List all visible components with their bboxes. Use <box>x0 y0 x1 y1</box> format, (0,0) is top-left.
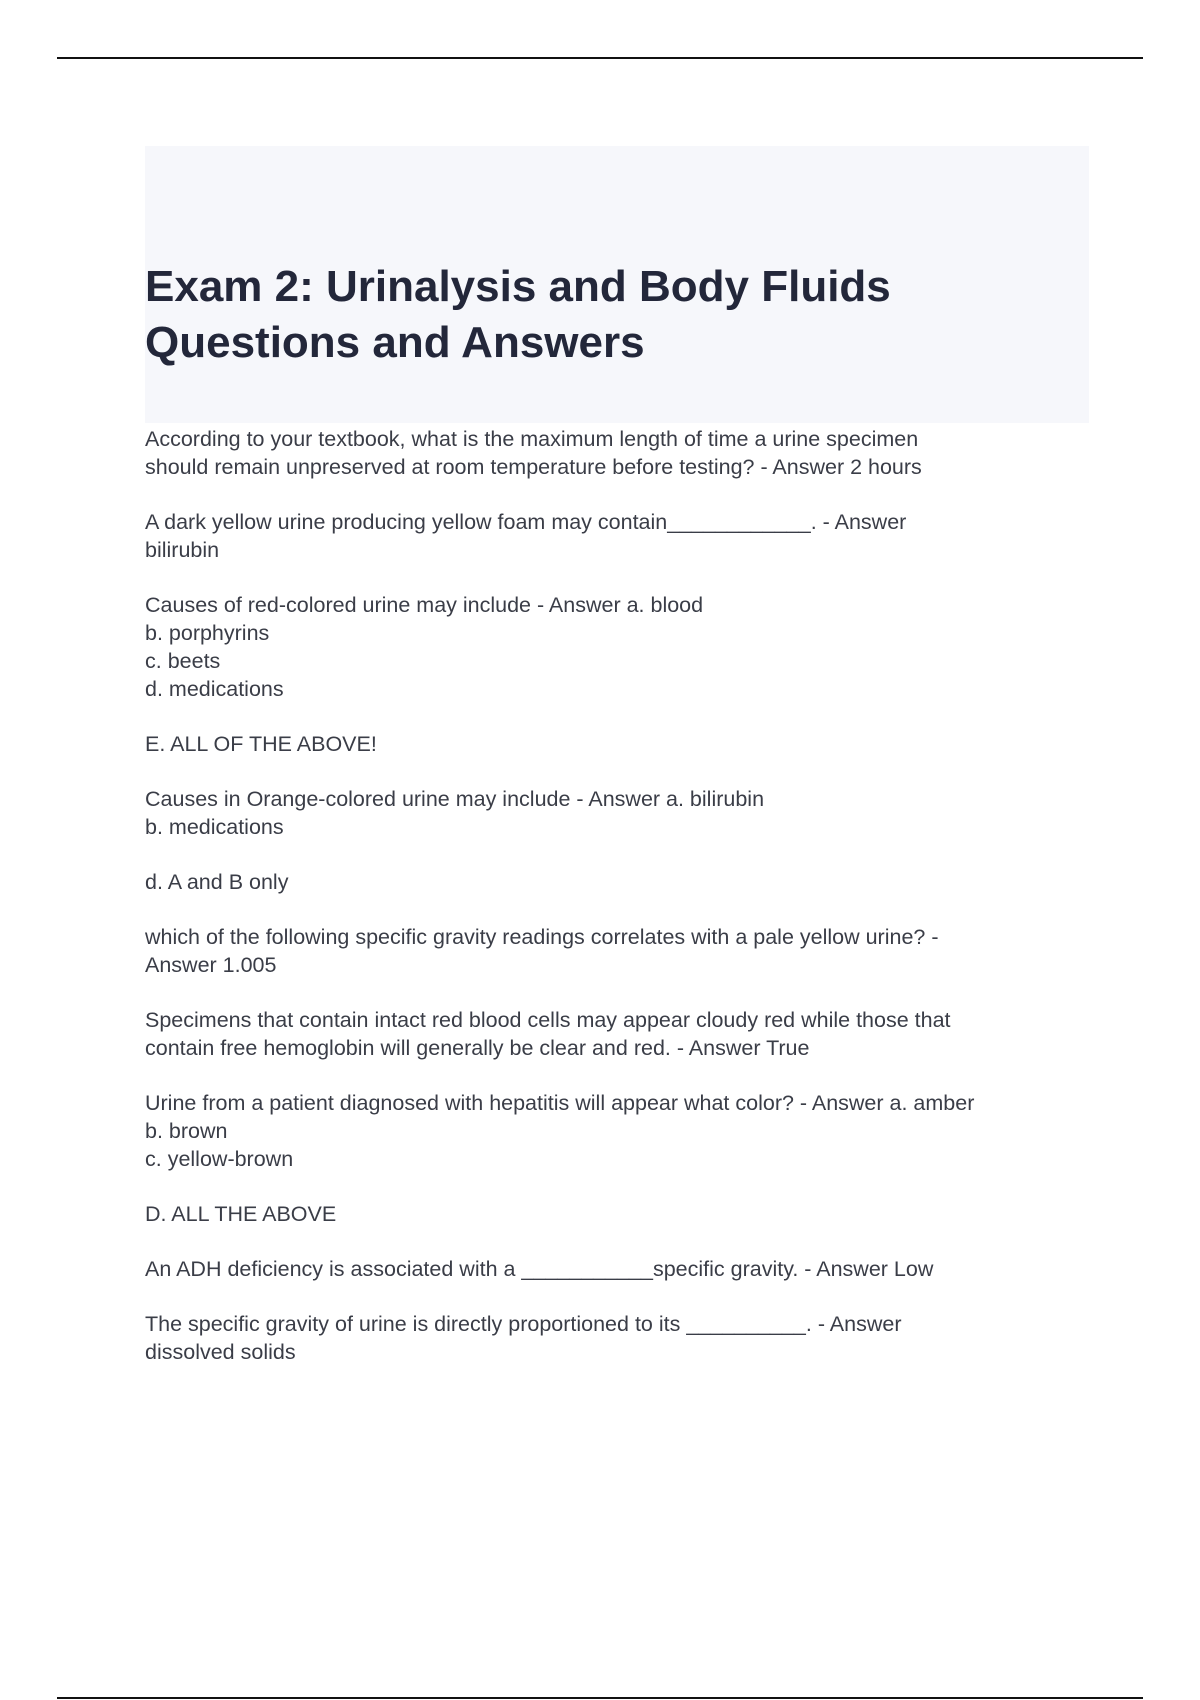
text-line: b. brown <box>145 1119 228 1143</box>
qa-content <box>145 425 1105 1393</box>
qa-paragraph <box>145 730 1105 758</box>
qa-paragraph <box>145 1255 1105 1283</box>
text-line: which of the following specific gravity readings correlates with a pale yellow urine? - <box>145 925 939 949</box>
bottom-divider <box>57 1697 1143 1699</box>
text-line: A dark yellow urine producing yellow foam may contain____________. - Answer <box>145 510 907 534</box>
qa-paragraph <box>145 508 1105 564</box>
top-divider <box>57 57 1143 59</box>
qa-paragraph <box>145 868 1105 896</box>
text-line: Specimens that contain intact red blood cells may appear cloudy red while those that <box>145 1008 951 1032</box>
text-line: According to your textbook, what is the maximum length of time a urine specimen <box>145 427 919 451</box>
text-line: E. ALL OF THE ABOVE! <box>145 732 377 756</box>
text-line: Causes in Orange-colored urine may include - Answer a. bilirubin <box>145 787 765 811</box>
qa-paragraph <box>145 1200 1105 1228</box>
qa-paragraph <box>145 1310 1105 1366</box>
text-line: Urine from a patient diagnosed with hepatitis will appear what color? - Answer a. amber <box>145 1091 975 1115</box>
text-line: D. ALL THE ABOVE <box>145 1202 337 1226</box>
text-line: An ADH deficiency is associated with a ___________specific gravity. - Answer Low <box>145 1257 934 1281</box>
qa-paragraph <box>145 785 1105 841</box>
text-line: contain free hemoglobin will generally be clear and red. - Answer True <box>145 1036 810 1060</box>
qa-paragraph <box>145 923 1105 979</box>
page-title <box>145 259 891 371</box>
text-line: The specific gravity of urine is directly proportioned to its __________. - Answer <box>145 1312 902 1336</box>
text-line: b. porphyrins <box>145 621 270 645</box>
qa-paragraph <box>145 1006 1105 1062</box>
text-line: c. yellow-brown <box>145 1147 294 1171</box>
qa-paragraph <box>145 591 1105 703</box>
text-line: b. medications <box>145 815 284 839</box>
text-line: dissolved solids <box>145 1340 296 1364</box>
text-line: should remain unpreserved at room temperature before testing? - Answer 2 hours <box>145 455 922 479</box>
text-line: bilirubin <box>145 538 220 562</box>
title-line: Questions and Answers <box>145 318 645 367</box>
qa-paragraph <box>145 1089 1105 1173</box>
text-line: c. beets <box>145 649 221 673</box>
qa-paragraph <box>145 425 1105 481</box>
text-line: Causes of red-colored urine may include - Answer a. blood <box>145 593 704 617</box>
text-line: Answer 1.005 <box>145 953 277 977</box>
text-line: d. A and B only <box>145 870 289 894</box>
title-line: Exam 2: Urinalysis and Body Fluids <box>145 262 891 311</box>
text-line: d. medications <box>145 677 284 701</box>
